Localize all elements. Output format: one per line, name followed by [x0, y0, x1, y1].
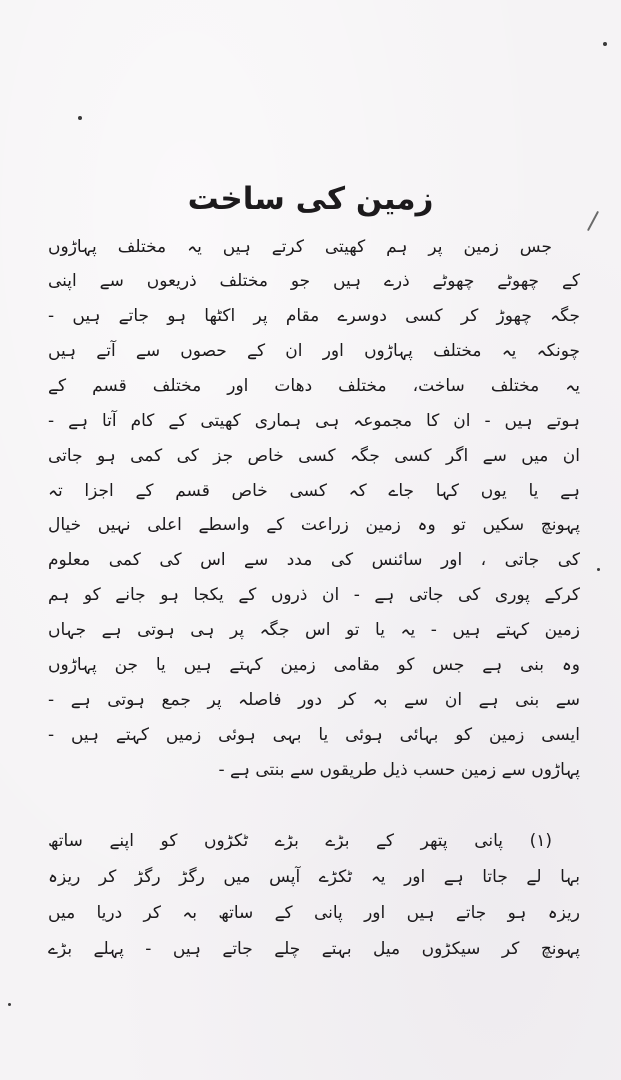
text-line: ان میں سے اگر کسی جگہ کسی خاص جز کی کمی ہو جاتی: [48, 446, 580, 466]
text-line: کی جاتی ، اور سائنس کی مدد سے اس کی کمی معلوم: [48, 550, 580, 570]
text-line: ہے یا یوں کہا جاے کہ کسی خاص قسم کے اجزا تہ: [48, 481, 580, 501]
text-line: کرکے پوری کی جاتی ہے - ان ذروں کے یکجا ہو جانے کو ہم: [48, 585, 580, 605]
text-line: جس زمین پر ہم کھیتی کرتے ہیں یہ مختلف پہاڑوں: [48, 237, 552, 257]
text-line: ہوتے ہیں - ان کا مجموعہ ہی ہماری کھیتی کے کام آتا ہے -: [48, 411, 580, 431]
text-line: پہونچ سکیں تو وہ زمین زراعت کے واسطے اعلی نہیں خیال: [48, 515, 580, 535]
page-title: زمین کی ساخت: [187, 181, 434, 217]
text-line: پہاڑوں سے زمین حسب ذیل طریقوں سے بنتی ہے -: [218, 760, 580, 780]
text-line: (۱) پانی پتھر کے بڑے بڑے ٹکڑوں کو اپنے ساتھ: [48, 831, 552, 851]
paper-speck: [78, 116, 82, 120]
text-line: ریزہ ہو جاتے ہیں اور پانی کے ساتھ بہ کر دریا میں: [48, 903, 580, 923]
text-line: پہونچ کر سیکڑوں میل بہتے چلے جاتے ہیں - پہلے بڑے: [48, 939, 580, 959]
paper-speck: [603, 42, 607, 46]
text-line: یہ مختلف ساخت، مختلف دھات اور مختلف قسم کے: [48, 376, 580, 396]
text-line: بہا لے جاتا ہے اور یہ ٹکڑے آپس میں رگڑ رگڑ کر ریزہ: [48, 867, 580, 887]
text-line: جگہ چھوڑ کر کسی دوسرے مقام پر اکٹھا ہو جاتے ہیں -: [48, 306, 580, 326]
paper-speck: [597, 568, 600, 571]
text-line: کے چھوٹے چھوٹے ذرے ہیں جو مختلف ذریعوں سے اپنی: [48, 271, 580, 291]
text-line: زمین کہتے ہیں - یہ یا تو اس جگہ پر ہی ہوتی ہے جہاں: [48, 620, 580, 640]
text-line: ایسی زمین کو بہائی ہوئی یا بہی ہوئی زمیں کہتے ہیں -: [48, 725, 580, 745]
text-line: چونکہ یہ مختلف پہاڑوں اور ان کے حصوں سے آتے ہیں: [48, 341, 580, 361]
paper-speck: [8, 1003, 11, 1006]
text-line: سے بنی ہے ان سے بہ کر دور فاصلہ پر جمع ہوتی ہے -: [48, 690, 580, 710]
text-line: وہ بنی ہے جس کو مقامی زمین کہتے ہیں یا جن پہاڑوں: [48, 655, 580, 675]
